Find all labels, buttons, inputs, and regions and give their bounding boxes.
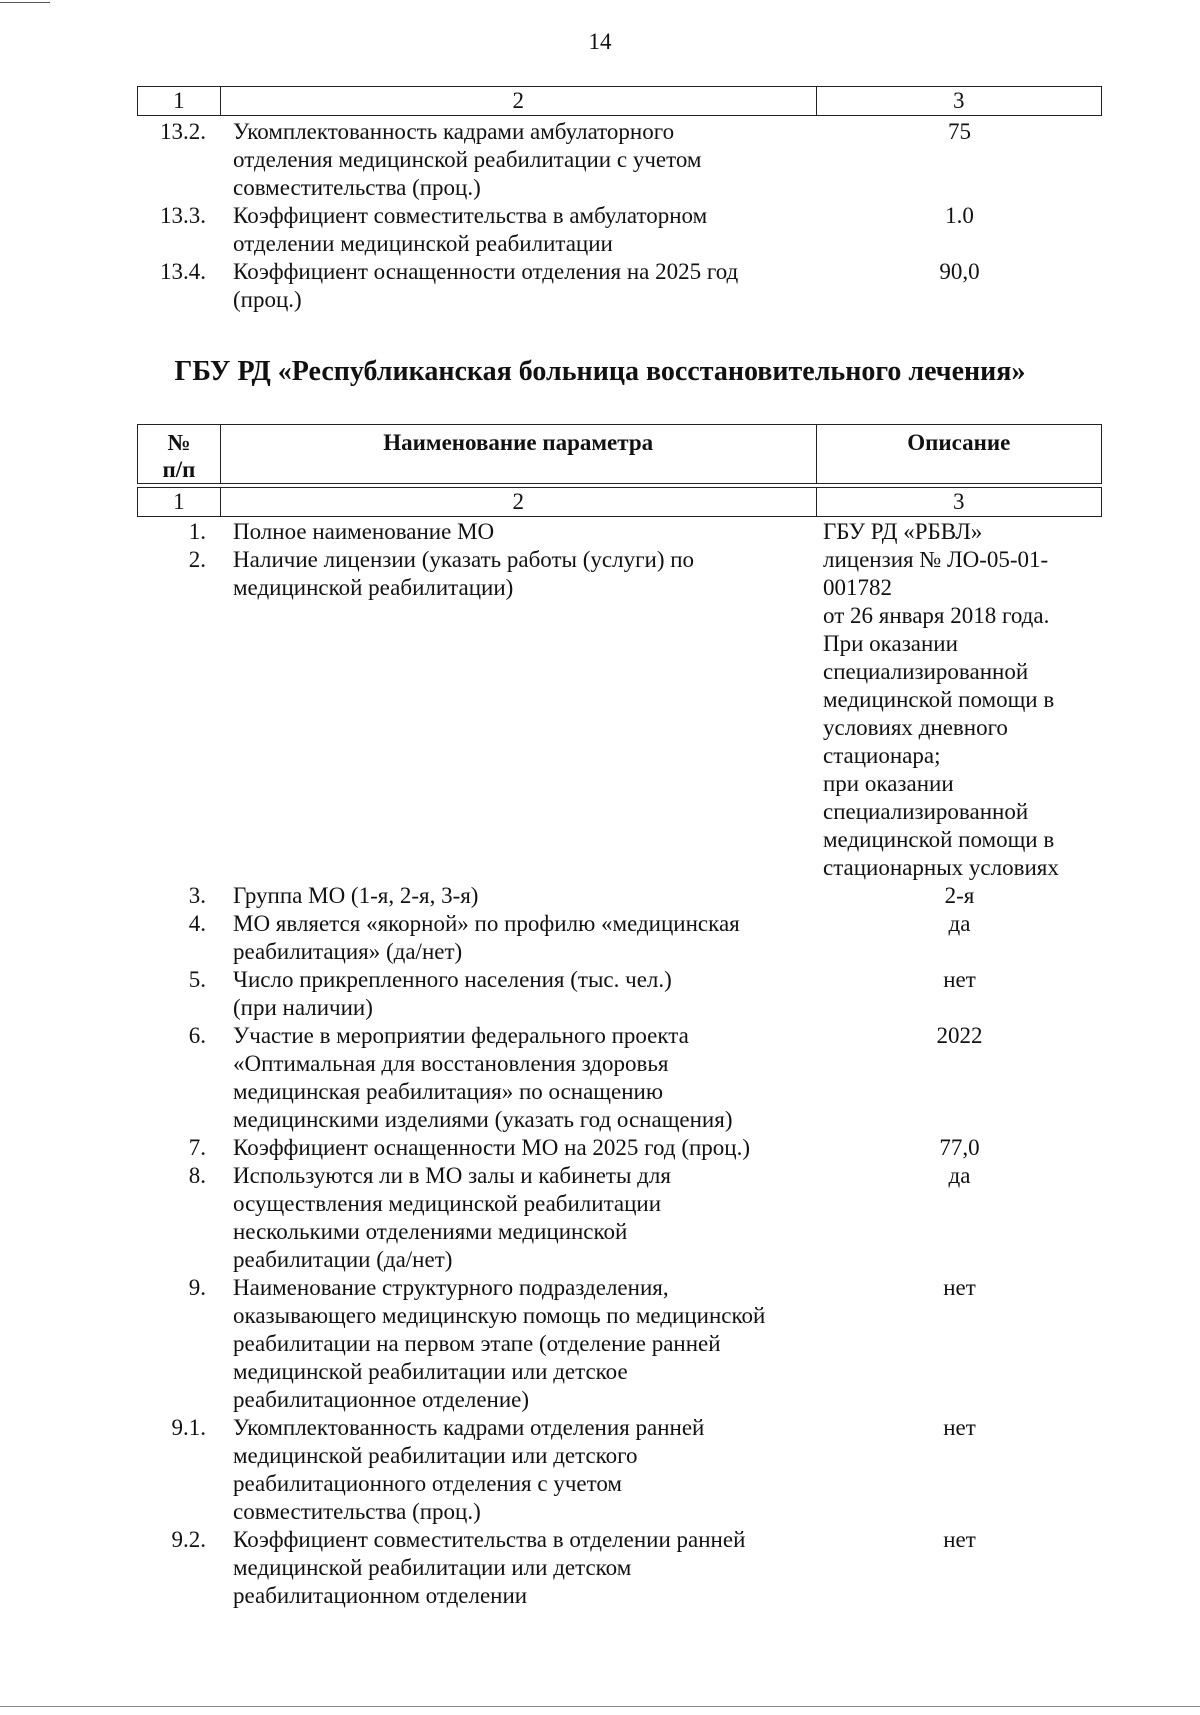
row-value: 77,0: [939, 1135, 980, 1160]
table-row: [137, 258, 1102, 314]
table-row: [137, 966, 1102, 1022]
section-heading: ГБУ РД «Республиканская больница восстановительного лечения»: [174, 356, 1026, 387]
row-parameter: Коэффициент совместительства в амбулаторном отделении медицинской реабилитации: [233, 203, 708, 256]
main-table-header: [137, 424, 1102, 484]
row-parameter: Укомплектованность кадрами амбулаторного отделения медицинской реабилитации с учетом совместительства (проц.): [233, 119, 702, 200]
table-row: [137, 1274, 1102, 1414]
row-number: 7.: [188, 1135, 206, 1160]
row-number: 13.2.: [160, 119, 206, 144]
table-row: [137, 1162, 1102, 1274]
row-value: нет: [943, 1275, 976, 1300]
row-number: 9.2.: [171, 1527, 206, 1552]
main-table: [137, 424, 1102, 1610]
row-number: 3.: [188, 883, 206, 908]
scan-edge-bottom: [0, 1706, 1200, 1707]
table-row: [137, 910, 1102, 966]
row-parameter: Наименование структурного подразделения, оказывающего медицинскую помощь по медицинской реабилитации на первом этапе (отделение ранней медицинской реабилитации или детское реабилитационное отделение): [233, 1275, 766, 1412]
row-parameter: Используются ли в МО залы и кабинеты для осуществления медицинской реабилитации несколькими отделениями медицинской реабилитации (да/нет): [233, 1163, 671, 1272]
row-parameter: МО является «якорной» по профилю «медицинская реабилитация» (да/нет): [233, 911, 740, 964]
row-number: 8.: [188, 1163, 206, 1188]
table-row: [137, 202, 1102, 258]
row-number: 1.: [188, 519, 206, 544]
row-number: 13.3.: [160, 203, 206, 228]
row-value: 90,0: [939, 259, 980, 284]
row-value: нет: [943, 967, 976, 992]
header-description: Описание: [907, 430, 1011, 455]
header-parameter: Наименование параметра: [221, 425, 817, 483]
main-table-column-numbers: [137, 487, 1102, 517]
header-number: № п/п: [138, 425, 221, 483]
row-parameter: Укомплектованность кадрами отделения ранней медицинской реабилитации или детского реабилитационного отделения с учетом совместительства (проц.): [233, 1415, 705, 1524]
table-row: [137, 1526, 1102, 1610]
page-number: 14: [588, 29, 612, 54]
row-parameter: Число прикрепленного населения (тыс. чел.) (при наличии): [233, 967, 672, 1020]
table-row: [137, 1022, 1102, 1134]
row-value: да: [948, 1163, 971, 1188]
row-value: да: [948, 911, 971, 936]
row-parameter: Полное наименование МО: [233, 519, 495, 544]
row-number: 4.: [188, 911, 206, 936]
row-number: 9.1.: [171, 1415, 206, 1440]
row-value: 75: [948, 119, 971, 144]
row-value: нет: [943, 1527, 976, 1552]
main-table-body: [137, 518, 1102, 1610]
table-row: [137, 882, 1102, 910]
top-table: [137, 86, 1102, 314]
row-value: нет: [943, 1415, 976, 1440]
row-number: 9.: [188, 1275, 206, 1300]
row-value: 2022: [936, 1023, 983, 1048]
row-value: 2-я: [944, 883, 975, 908]
col-number: 1: [138, 488, 221, 516]
row-parameter: Коэффициент совместительства в отделении ранней медицинской реабилитации или детском реабилитационном отделении: [233, 1527, 746, 1608]
row-parameter: Коэффициент оснащенности отделения на 2025 год (проц.): [233, 259, 739, 312]
row-parameter: Группа МО (1-я, 2-я, 3-я): [233, 883, 479, 908]
row-number: 2.: [188, 547, 206, 572]
table-row: [137, 1134, 1102, 1162]
row-value: лицензия № ЛО-05-01- 001782 от 26 января 2018 года. При оказании специализированной медицинской помощи в условиях дневного стационара; при оказании специализированной медицинской помощи в стационарных условиях: [823, 547, 1059, 880]
row-parameter: Коэффициент оснащенности МО на 2025 год (проц.): [233, 1135, 751, 1160]
top-table-column-numbers: [137, 86, 1102, 116]
table-row: [137, 546, 1102, 882]
row-parameter: Наличие лицензии (указать работы (услуги) по медицинской реабилитации): [233, 547, 695, 600]
row-number: 5.: [188, 967, 206, 992]
col-number: 3: [953, 88, 965, 113]
row-value: 1.0: [945, 203, 974, 228]
scan-edge-top: [0, 2, 50, 3]
row-number: 6.: [188, 1023, 206, 1048]
table-row: [137, 1414, 1102, 1526]
col-number: 2: [221, 87, 817, 115]
col-number: 1: [138, 87, 221, 115]
table-row: [137, 118, 1102, 202]
row-value: ГБУ РД «РБВЛ»: [823, 519, 983, 544]
col-number: 3: [953, 489, 965, 514]
row-parameter: Участие в мероприятии федерального проекта «Оптимальная для восстановления здоровья медицинская реабилитация» по оснащению медицинскими изделиями (указать год оснащения): [233, 1023, 733, 1132]
col-number: 2: [221, 488, 817, 516]
table-row: [137, 518, 1102, 546]
row-number: 13.4.: [160, 259, 206, 284]
